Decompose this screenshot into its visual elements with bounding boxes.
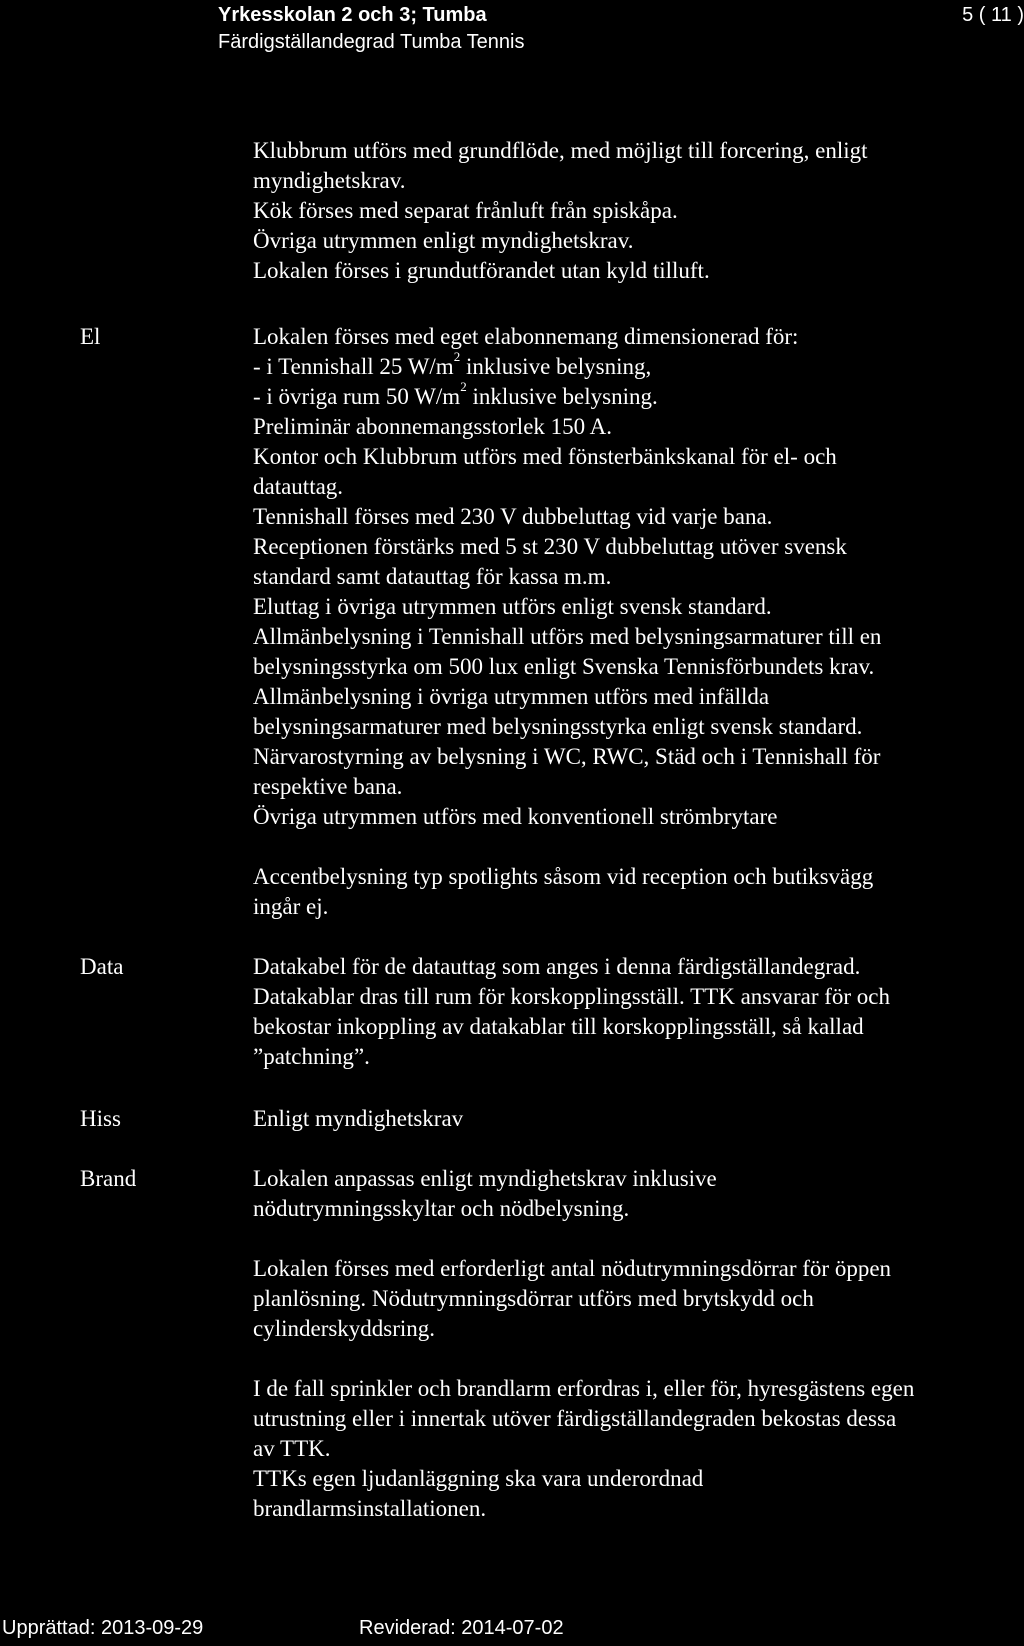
created-date: Upprättad: 2013-09-29	[2, 1617, 204, 1639]
text-line: Klubbrum utförs med grundflöde, med möjligt till forcering, enligt	[253, 138, 868, 163]
document-title: Yrkesskolan 2 och 3; Tumba	[218, 4, 487, 26]
text-line: Övriga utrymmen utförs med konventionell strömbrytare	[253, 804, 778, 829]
text-line: utrustning eller i innertak utöver färdigställandegraden bekostas dessa	[253, 1406, 897, 1431]
text-line: belysningsarmaturer med belysningsstyrka enligt svensk standard.	[253, 714, 863, 739]
text-line: ingår ej.	[253, 894, 329, 919]
text-line: Allmänbelysning i övriga utrymmen utförs med infällda	[253, 684, 770, 709]
text-line: - i övriga rum 50 $W/m^2$ inklusive belysning.	[253, 379, 658, 409]
section-label-hiss: Hiss	[80, 1106, 121, 1131]
brand-content	[253, 1164, 1024, 1524]
document-subtitle: Färdigställandegrad Tumba Tennis	[218, 31, 525, 53]
text-line: cylinderskyddsring.	[253, 1316, 436, 1341]
text-line: Eluttag i övriga utrymmen utförs enligt svensk standard.	[253, 594, 772, 619]
revised-date: Reviderad: 2014-07-02	[359, 1617, 564, 1639]
data-content	[253, 952, 1024, 1072]
text-line: Kontor och Klubbrum utförs med fönsterbänkskanal för el- och	[253, 444, 837, 469]
text-line: myndighetskrav.	[253, 168, 406, 193]
text-line: Datakablar dras till rum för korskopplingsställ. TTK ansvarar för och	[253, 984, 891, 1009]
text-line: Allmänbelysning i Tennishall utförs med belysningsarmaturer till en	[253, 624, 882, 649]
text-line: Datakabel för de datauttag som anges i denna färdigställandegrad.	[253, 954, 861, 979]
text-line: Receptionen förstärks med 5 st 230 V dubbeluttag utöver svensk	[253, 534, 847, 559]
text-line: I de fall sprinkler och brandlarm erfordras i, eller för, hyresgästens egen	[253, 1376, 915, 1401]
text-line: nödutrymningsskyltar och nödbelysning.	[253, 1196, 630, 1221]
section-label-data: Data	[80, 954, 124, 979]
page-number: 5 ( 11 )	[962, 4, 1024, 26]
text-line: TTKs egen ljudanläggning ska vara underordnad	[253, 1466, 704, 1491]
section-label-brand: Brand	[80, 1166, 137, 1191]
text-line: Accentbelysning typ spotlights såsom vid reception och butiksvägg	[253, 864, 874, 889]
section-label-el: El	[80, 324, 101, 349]
text-line: Lokalen förses med eget elabonnemang dimensionerad för:	[253, 324, 799, 349]
text-line: Preliminär abonnemangsstorlek 150 A.	[253, 414, 612, 439]
intro-content	[253, 136, 1024, 286]
text-line: Enligt myndighetskrav	[253, 1106, 464, 1131]
text-line: Lokalen anpassas enligt myndighetskrav inklusive	[253, 1166, 717, 1191]
text-line: - i Tennishall 25 $W/m^2$ inklusive belysning,	[253, 349, 652, 379]
text-line: Närvarostyrning av belysning i WC, RWC, Städ och i Tennishall för	[253, 744, 881, 769]
text-line: brandlarmsinstallationen.	[253, 1496, 487, 1521]
text-line: Lokalen förses med erforderligt antal nödutrymningsdörrar för öppen	[253, 1256, 892, 1281]
text-line: planlösning. Nödutrymningsdörrar utförs med brytskydd och	[253, 1286, 814, 1311]
text-line: standard samt datauttag för kassa m.m.	[253, 564, 612, 589]
text-line: Övriga utrymmen enligt myndighetskrav.	[253, 228, 634, 253]
text-line: respektive bana.	[253, 774, 403, 799]
text-line: ”patchning”.	[253, 1044, 370, 1069]
hiss-content	[253, 1104, 1024, 1134]
text-line: Tennishall förses med 230 V dubbeluttag vid varje bana.	[253, 504, 773, 529]
text-line: av TTK.	[253, 1436, 331, 1461]
text-line: belysningsstyrka om 500 lux enligt Svenska Tennisförbundets krav.	[253, 654, 875, 679]
el-content	[253, 322, 1024, 922]
text-line: Lokalen förses i grundutförandet utan kyld tilluft.	[253, 258, 710, 283]
text-line: bekostar inkoppling av datakablar till korskopplingsställ, så kallad	[253, 1014, 864, 1039]
text-line: datauttag.	[253, 474, 344, 499]
text-line: Kök förses med separat frånluft från spiskåpa.	[253, 198, 678, 223]
